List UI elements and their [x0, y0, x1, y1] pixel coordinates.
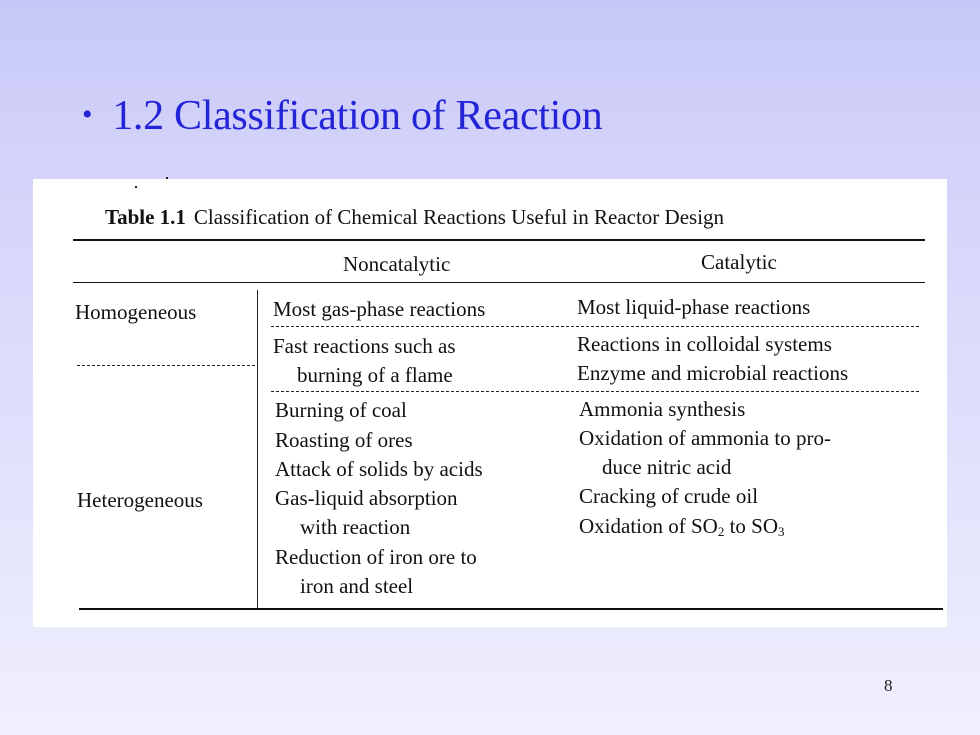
cell-text: Cracking of crude oil: [579, 484, 759, 508]
cell-text: with reaction: [300, 515, 411, 539]
cell-text: burning of a flame: [297, 363, 453, 387]
row-label-divider: [257, 290, 258, 608]
header-catalytic: Catalytic: [701, 250, 777, 274]
cell-text: Reduction of iron ore to: [275, 545, 477, 569]
so2-middle: to SO: [724, 514, 779, 538]
so2-subscript: 2: [717, 524, 725, 539]
cell-text: Oxidation of ammonia to pro-: [579, 426, 831, 450]
cell-text: Enzyme and microbial reactions: [577, 361, 849, 385]
cell-text: Most liquid-phase reactions: [577, 295, 811, 319]
row-label-heterogeneous: Heterogeneous: [77, 488, 203, 512]
cell-text: Most gas-phase reactions: [273, 297, 486, 321]
table-scan-image: [33, 179, 947, 627]
bottom-rule: [79, 608, 943, 610]
row-label-homogeneous: Homogeneous: [75, 300, 197, 324]
cell-text: Attack of solids by acids: [275, 457, 483, 481]
table-caption-text: Classification of Chemical Reactions Useful in Reactor Design: [193, 205, 725, 229]
cell-text: Burning of coal: [275, 398, 407, 422]
so3-subscript: 3: [778, 524, 785, 539]
so2-prefix: Oxidation of SO: [579, 514, 718, 538]
page-number: 8: [884, 676, 893, 695]
dashed-rule: [271, 326, 919, 327]
slide-title: [82, 92, 602, 140]
dashed-rule: [271, 391, 919, 392]
cell-text: Roasting of ores: [275, 428, 413, 452]
header-rule: [73, 282, 925, 283]
scan-speck: [166, 177, 168, 179]
dashed-rule: [77, 365, 255, 366]
cell-text: iron and steel: [300, 574, 414, 598]
bullet-icon: •: [82, 98, 93, 131]
cell-text: Ammonia synthesis: [579, 397, 746, 421]
cell-text-so2: [579, 514, 785, 540]
scan-speck: [135, 186, 137, 188]
slide-title-text: 1.2 Classification of Reaction: [112, 93, 603, 139]
cell-text: Reactions in colloidal systems: [577, 332, 832, 356]
table-caption: [105, 205, 724, 230]
table-label: Table 1.1: [105, 205, 186, 229]
header-noncatalytic: Noncatalytic: [343, 252, 451, 276]
top-rule: [73, 239, 925, 241]
cell-text: Gas-liquid absorption: [275, 486, 458, 510]
cell-text: Fast reactions such as: [273, 334, 456, 358]
cell-text: duce nitric acid: [602, 455, 732, 479]
